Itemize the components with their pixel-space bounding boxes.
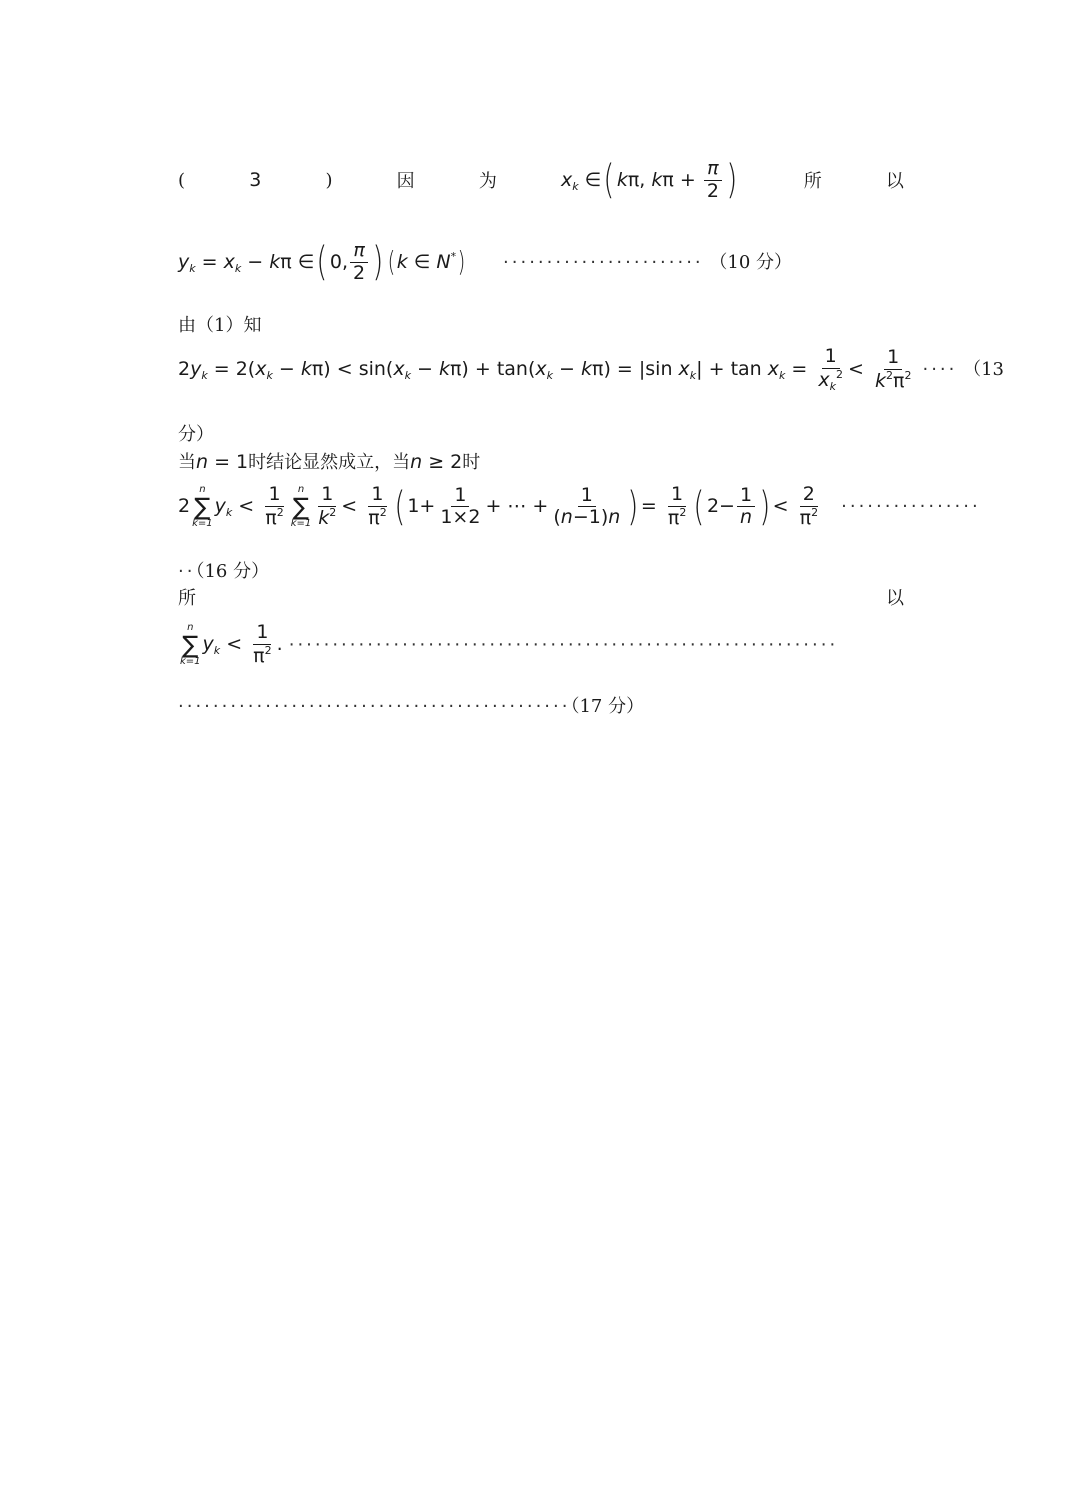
line-score-16-wrap (178, 557, 904, 583)
from-part1-text: 由（1）知 (178, 315, 262, 336)
line-yk-definition (178, 240, 904, 285)
word-suo-2: 所 (178, 588, 196, 609)
formula-sum-chain: 2 n ∑ k=1 $y_k$ < $\frac{1}{\pi^2}$ n ∑ k=1 $\frac{1}{k^2}$ < $\frac{1}{\pi^2}$ ( 1+ $\frac{1}{1\times 2}$ + ⋯ + $\frac{1}{(n-1)n}$ ) = $\frac{1}{\pi^2}$ ( 2− $\frac{1}{n}$ ) < $\frac{2}{\pi^2}$ (178, 483, 819, 530)
word-yin: 因 (396, 171, 415, 193)
case-text-3: 时 (462, 452, 481, 473)
line-from-part1 (178, 311, 904, 337)
score-13-part2: 分） (178, 424, 214, 445)
part-number: 3 (249, 169, 262, 192)
line-part3-intro (178, 158, 904, 203)
case-text-1: 当 (178, 452, 196, 473)
formula-n-ge-2: n ≥ 2 (410, 451, 463, 473)
line-sum-inequality-16 (178, 483, 981, 530)
score-10: （10 分） (709, 251, 793, 273)
line-inequality-13 (178, 345, 1005, 393)
line-final-result (178, 622, 904, 668)
line-score-13-wrap (178, 420, 904, 446)
word-yi: 以 (885, 171, 904, 193)
leader-dots-10: ······················· (503, 251, 704, 273)
score-13-part1: （13 (963, 359, 1005, 381)
formula-n-eq-1: n = 1 (196, 451, 249, 473)
line-therefore (178, 584, 904, 610)
word-suo: 所 (803, 171, 822, 193)
paren-close: ) (325, 169, 333, 191)
leader-dots-16a: ················ (841, 496, 981, 518)
formula-xk-interval: $x_k$ ∈( kπ, kπ + $\frac{\pi}{2}$ ) (561, 157, 738, 204)
leader-dots-17b: ············································· (178, 696, 571, 717)
formula-final-sum: n ∑ k=1 $y_k$ < $\frac{1}{\pi^2}$ . (180, 621, 289, 667)
score-17: （17 分） (570, 696, 645, 717)
case-text-2: 时结论显然成立，当 (248, 452, 411, 473)
leader-dots-16b: ·· (178, 561, 196, 582)
formula-inequality-chain: $2y_k = 2(x_k - k\pi) < \sin(x_k - k\pi) + \tan(x_k - k\pi) = |\sin$ $x_k| + \tan x_k$ = $\frac{1}{x_k^2}$ < $\frac{1}{k^2\pi^2}$ (178, 345, 912, 393)
paren-open: ( (178, 169, 186, 191)
leader-dots-13: ···· (922, 359, 958, 381)
word-wei: 为 (478, 171, 497, 193)
line-score-17-wrap (178, 692, 904, 718)
formula-yk-interval: $y_k = x_k - k\pi$ ∈( 0, $\frac{\pi}{2}$ ) (k ∈ N*) (178, 239, 466, 286)
line-case-analysis (178, 448, 904, 474)
score-16: （16 分） (195, 561, 270, 582)
word-yi-2: 以 (886, 588, 904, 609)
leader-dots-17a: ······························································· (288, 634, 839, 656)
